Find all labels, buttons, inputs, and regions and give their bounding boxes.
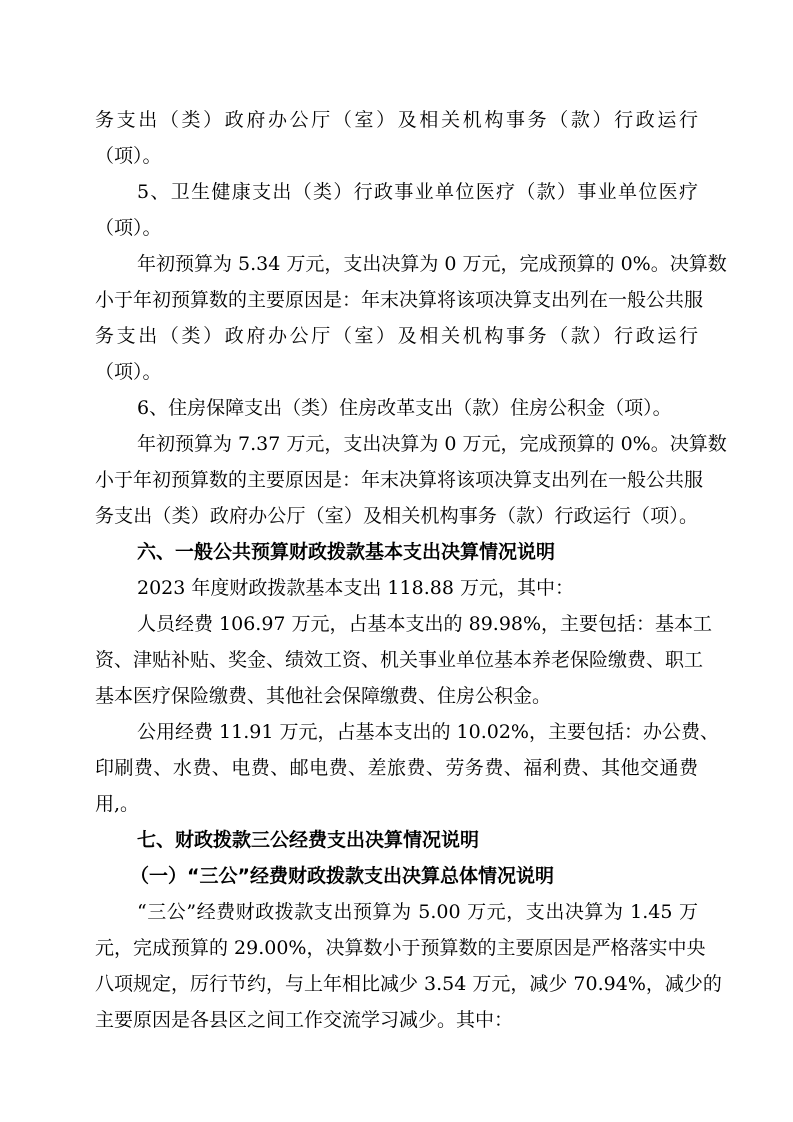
section-heading-6: 六、一般公共预算财政拨款基本支出决算情况说明 — [137, 541, 556, 563]
paragraph-line: 2023 年度财政拨款基本支出 118.88 万元，其中： — [137, 577, 574, 599]
paragraph-line: 用,。 — [95, 793, 140, 815]
paragraph-line: 年初预算为 7.37 万元，支出决算为 0 万元，完成预算的 0%。决算数 — [137, 433, 727, 455]
paragraph-line: 资、津贴补贴、奖金、绩效工资、机关事业单位基本养老保险缴费、职工 — [95, 649, 704, 671]
paragraph-line: 主要原因是各县区之间工作交流学习减少。其中： — [95, 1009, 514, 1031]
paragraph-line: （项）。 — [95, 217, 162, 239]
paragraph-line: 小于年初预算数的主要原因是：年末决算将该项决算支出列在一般公共服 — [95, 289, 704, 311]
paragraph-line: 公用经费 11.91 万元，占基本支出的 10.02%，主要包括：办公费、 — [137, 721, 719, 743]
section-heading-7: 七、财政拨款三公经费支出决算情况说明 — [137, 829, 480, 851]
subsection-heading-1: （一）“三公”经费财政拨款支出决算总体情况说明 — [130, 865, 554, 887]
paragraph-line: 八项规定，厉行节约，与上年相比减少 3.54 万元，减少 70.94%，减少的 — [95, 973, 722, 995]
paragraph-line: 年初预算为 5.34 万元，支出决算为 0 万元，完成预算的 0%。决算数 — [137, 253, 727, 275]
item-heading: 6、住房保障支出（类）住房改革支出（款）住房公积金（项）。 — [137, 397, 672, 419]
item-heading: 5、卫生健康支出（类）行政事业单位医疗（款）事业单位医疗 — [137, 181, 698, 203]
paragraph-line: 小于年初预算数的主要原因是：年末决算将该项决算支出列在一般公共服 — [95, 469, 704, 491]
paragraph-line: 务支出（类）政府办公厅（室）及相关机构事务（款）行政运行 — [95, 109, 698, 131]
paragraph-line: （项）。 — [95, 145, 162, 167]
paragraph-line: 人员经费 106.97 万元，占基本支出的 89.98%，主要包括：基本工 — [137, 613, 713, 635]
paragraph-line: “三公”经费财政拨款支出预算为 5.00 万元，支出决算为 1.45 万 — [137, 901, 698, 923]
paragraph-line: 基本医疗保险缴费、其他社会保障缴费、住房公积金。 — [95, 685, 552, 707]
paragraph-line: 印刷费、水费、电费、邮电费、差旅费、劳务费、福利费、其他交通费 — [95, 757, 698, 779]
paragraph-line: 元，完成预算的 29.00%，决算数小于预算数的主要原因是严格落实中央 — [95, 937, 706, 959]
paragraph-line: （项）。 — [95, 361, 162, 383]
paragraph-line: 务支出（类）政府办公厅（室）及相关机构事务（款）行政运行（项）。 — [95, 505, 698, 527]
paragraph-line: 务支出（类）政府办公厅（室）及相关机构事务（款）行政运行 — [95, 325, 698, 347]
